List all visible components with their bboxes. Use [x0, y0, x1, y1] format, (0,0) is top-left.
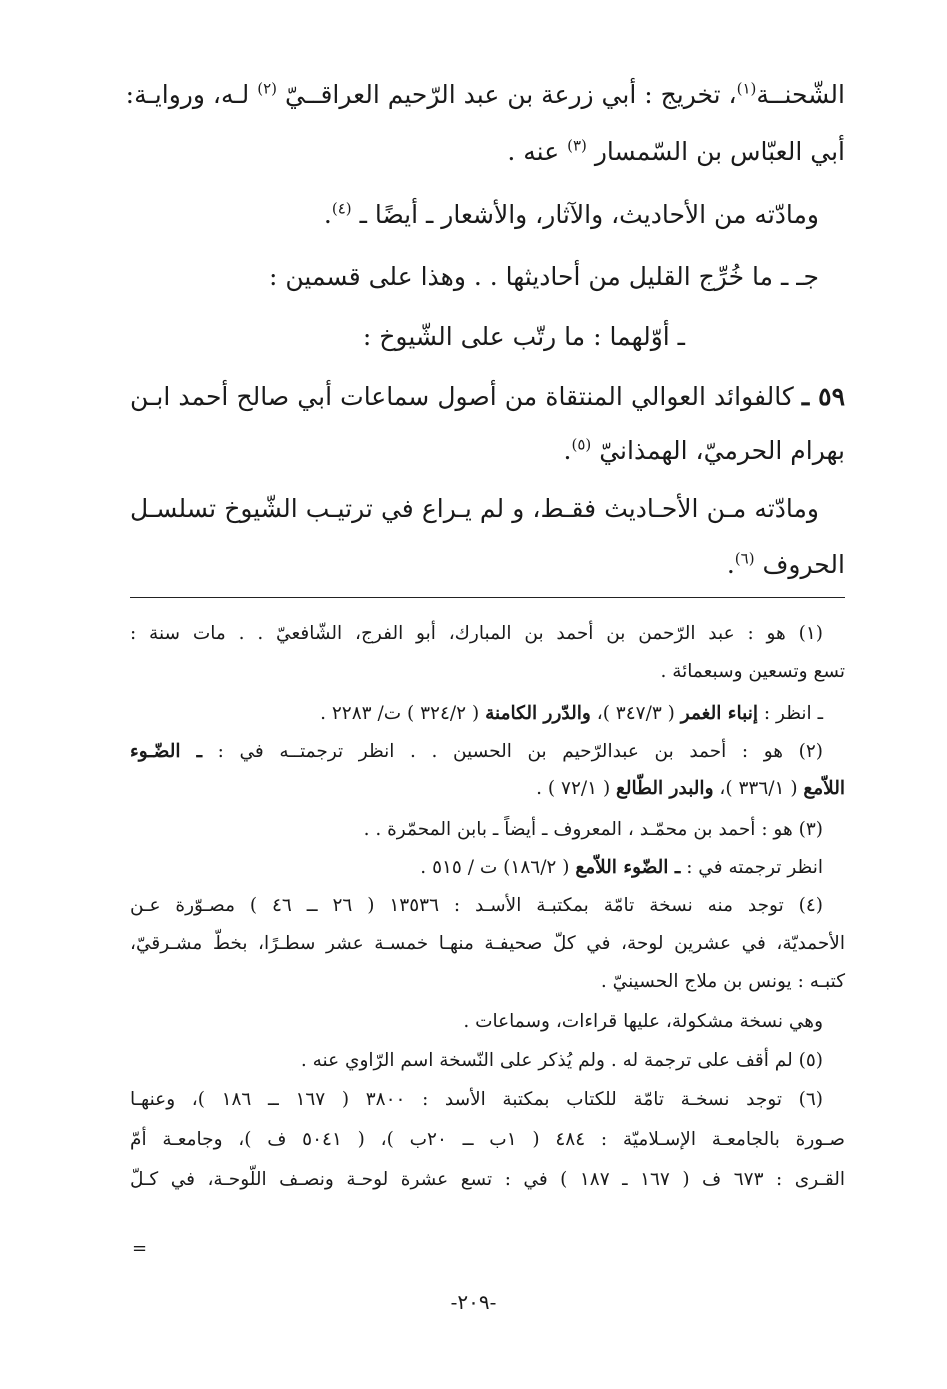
text-span: بهرام الحرميّ، الهمذانيّ	[599, 436, 845, 465]
text-span: (١) هو : عبد الرّحمن بن أحمد بن المبارك، أبو الفرج، الشّافعيّ . . مات سنة :	[130, 623, 823, 644]
text-span: ـ انظر :	[758, 703, 823, 724]
text-span: (٥) لم أقف على ترجمة له . ولم يُذكر على النّسخة اسم الرّاوي عنه .	[300, 1050, 823, 1071]
footnote-6-line-2	[130, 1126, 845, 1154]
text-span: ( ٣٣٦/١ )،	[713, 778, 804, 799]
footnote-ref[interactable]: (٤)	[331, 199, 352, 218]
text-span: .	[726, 550, 735, 579]
text-span: لـه، وروايـة:	[125, 80, 258, 109]
footnote-3-line-1	[364, 816, 823, 844]
footnote-3-line-2	[420, 854, 823, 882]
footnote-1-line-2	[660, 658, 845, 686]
text-span: (٤) توجد منه نسخة تامّة بمكتبـة الأسـد : ١٣٥٣٦ ( ٢٦ ــ ٤٦ ) مصـوّرة عـن	[130, 895, 824, 916]
text-line-5	[363, 320, 685, 354]
page-number: -٢٠٩-	[450, 1290, 497, 1314]
footnote-4-line-3	[601, 968, 845, 996]
text-span: ومادّته مـن الأحـاديث فقـط، و لم يـراع في ترتيـب الشّيوخ تسلسـل	[130, 494, 819, 523]
footnote-4-line-4	[463, 1008, 823, 1036]
text-span: عنه .	[507, 137, 568, 166]
text-span: ( ٧٢/١ ) .	[536, 778, 617, 799]
text-span: الحروف	[762, 550, 845, 579]
text-span: ( ١٨٦/٢) ت / ٥١٥ .	[420, 857, 576, 878]
source-title: والدّرر الكامنة	[485, 703, 591, 724]
footnote-ref[interactable]: (٣)	[567, 136, 587, 155]
text-span: (٢) هو : أحمد بن عبدالرّحيم بن الحسين . . انظر ترجمتــه في :	[202, 741, 823, 762]
text-line-6	[130, 380, 845, 414]
text-line-4	[269, 260, 819, 294]
footnote-4-line-2	[130, 930, 845, 958]
footnote-5	[301, 1047, 823, 1075]
text-span: (٣) هو : أحمد بن محمّـد ، المعروف ـ أيضاً ـ بابن المحمّرة . .	[363, 819, 823, 840]
footnote-ref[interactable]: (٦)	[734, 549, 755, 568]
text-span: وهي نسخة مشكولة، عليها قراءات، وسماعات .	[463, 1011, 823, 1032]
footnote-6-line-1	[130, 1086, 823, 1114]
text-line-3	[324, 198, 819, 232]
text-span: تسع وتسعين وسبعمائة .	[660, 661, 845, 682]
text-line-8	[130, 492, 819, 526]
text-span: ( ٣٤٧/٣ )،	[590, 703, 681, 724]
text-span: .	[563, 436, 572, 465]
footnote-6-line-3	[130, 1166, 845, 1194]
text-span: .	[323, 200, 332, 229]
text-span: ( ٣٢٤/٢ ) ت/ ٢٢٨٣ .	[320, 703, 486, 724]
footnote-divider	[130, 597, 845, 598]
text-span: صـورة بالجامعـة الإسـلاميّة : ٤٨٤ ( ١ب ــ ٢٠ب )، ( ٥٠٤١ ف )، وجامعـة أمّ	[130, 1129, 845, 1150]
text-span: الأحمديّة، في عشرين لوحة، في كلّ صحيفـة منهـا خمسـة عشر سطـرًا، بخطّ مشـرقيّ،	[130, 933, 845, 954]
text-line-2	[507, 135, 845, 169]
text-span: جـ ـ ما خُرِّج القليل من أحاديثها . . وهذا على قسمين :	[269, 262, 819, 291]
continuation-mark: =	[132, 1238, 148, 1259]
source-title: إنباء الغمر	[680, 703, 759, 724]
text-span: ، تخريج : أبي زرعة بن عبد الرّحيم العراقــيّ	[284, 80, 737, 109]
text-span: القـرى : ٦٧٣ ف ( ١٦٧ ـ ١٨٧ ) في : تسع عشرة لوحـة ونصـف اللّوحـة، في كـلّ	[130, 1169, 845, 1190]
text-span: أبي العبّاس بن السّمسار	[594, 137, 845, 166]
text-line-7	[564, 434, 845, 468]
footnote-ref[interactable]: (٥)	[571, 435, 592, 454]
text-span: الشّحنــة	[756, 80, 845, 109]
text-span: انظر ترجمته في :	[680, 857, 823, 878]
source-title: ـ الضّـوء	[130, 741, 203, 762]
footnote-4-line-1	[130, 892, 823, 920]
footnote-ref[interactable]: (٢)	[257, 79, 278, 98]
text-line-1	[125, 78, 845, 112]
footnote-2-line-1	[130, 738, 823, 766]
text-span: كالفوائد العوالي المنتقاة من أصول سماعات أبي صالح أحمد ابـن	[130, 382, 802, 411]
footnote-ref[interactable]: (١)	[736, 79, 757, 98]
source-title: والبدر الطّالع	[616, 778, 714, 799]
footnote-1-line-3	[320, 700, 823, 728]
text-span: كتبـه : يونس بن ملاج الحسينيّ .	[600, 971, 845, 992]
text-line-9	[727, 548, 845, 582]
entry-number: ٥٩ ـ	[801, 382, 846, 411]
source-title: ـ الضّوء اللاّمع	[575, 857, 681, 878]
text-span: ومادّته من الأحاديث، والآثار، والأشعار ـ أيضًا ـ	[359, 200, 819, 229]
footnote-1-line-1	[130, 620, 823, 648]
source-title: اللاّمع	[803, 778, 845, 799]
text-span: ـ أوّلهما : ما رتّب على الشّيوخ :	[362, 322, 685, 351]
text-span: (٦) توجد نسخـة تامّة للكتاب بمكتبة الأسد : ٣٨٠٠ ( ١٦٧ ــ ١٨٦ )، وعنهـا	[130, 1089, 824, 1110]
footnote-2-line-2	[536, 775, 845, 803]
